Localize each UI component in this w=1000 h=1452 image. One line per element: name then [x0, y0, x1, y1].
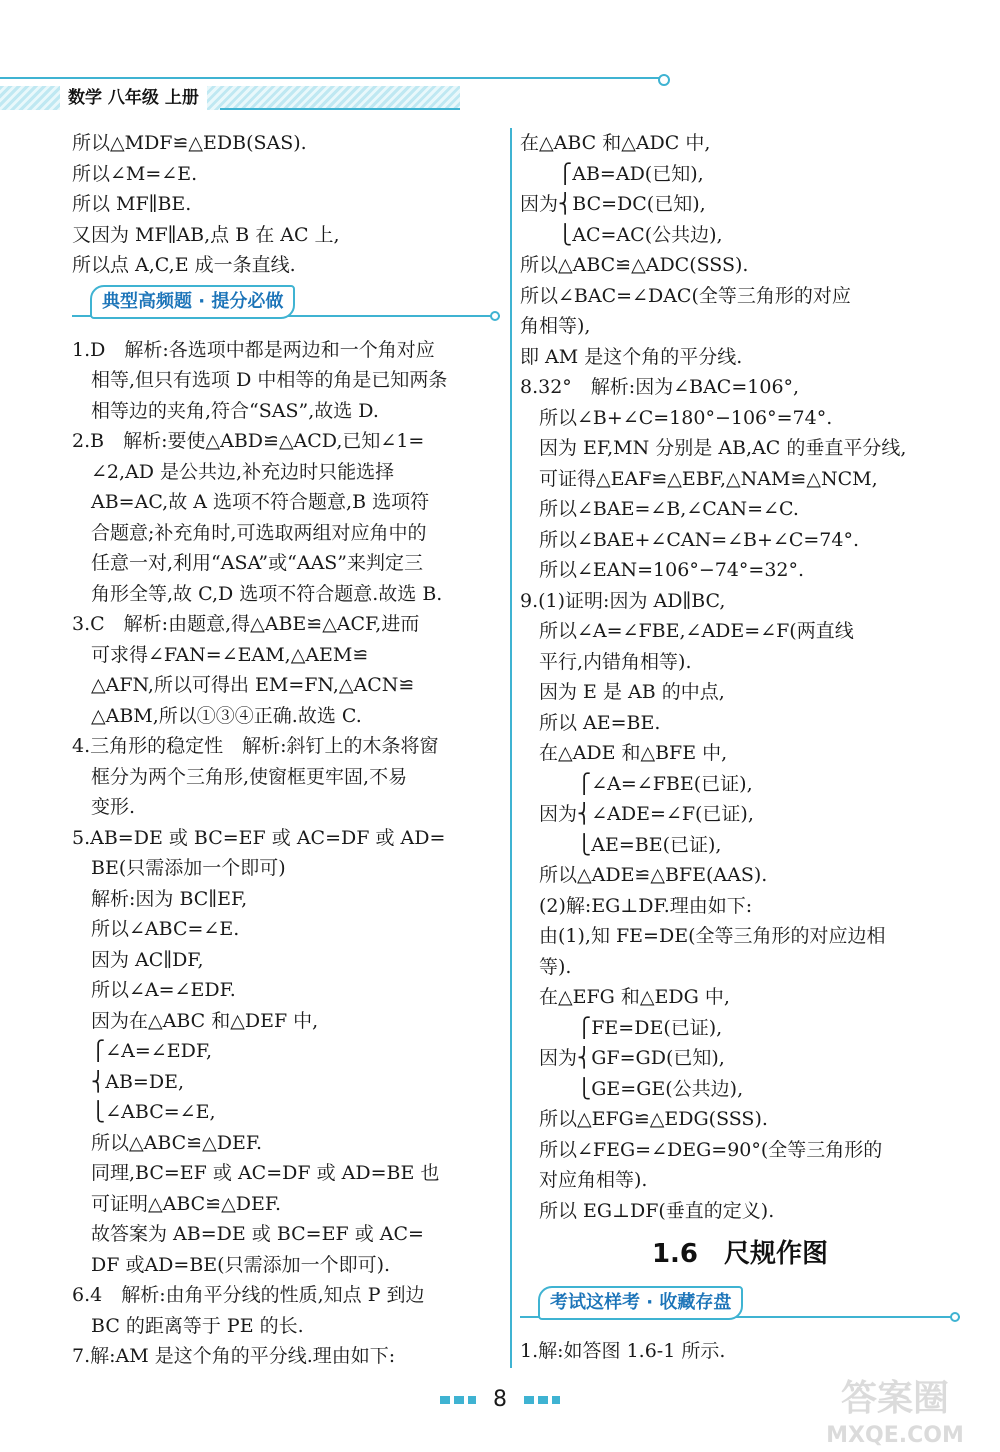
text-line: ⎧AB=AD(已知),	[520, 162, 704, 185]
text-line: 1.解:如答图 1.6-1 所示.	[520, 1340, 726, 1362]
text-line: 角相等),	[520, 315, 591, 337]
text-line: 同理,BC=EF 或 AC=DF 或 AD=BE 也	[72, 1162, 440, 1184]
text-line: 等).	[520, 955, 572, 978]
text-line: 所以点 A,C,E 成一条直线.	[72, 254, 296, 276]
column-divider	[510, 128, 512, 1368]
text-line: 因为在△ABC 和△DEF 中,	[72, 1009, 319, 1032]
text-line: 所以 EG⊥DF(垂直的定义).	[520, 1199, 775, 1222]
right-bottom-lines	[520, 1336, 960, 1367]
text-line: 可证明△ABC≌△DEF.	[72, 1192, 282, 1215]
text-line: 因为⎨BC=DC(已知),	[520, 193, 706, 215]
text-line: 对应角相等).	[520, 1169, 648, 1191]
text-line: 1.D 解析:各选项中都是两边和一个角对应	[72, 338, 435, 361]
left-body-lines	[72, 335, 500, 1372]
left-column	[72, 128, 500, 1372]
text-line: 变形.	[72, 796, 136, 818]
page-number: 8	[493, 1387, 507, 1412]
section-title-1: 典型高频题 · 提分必做	[90, 285, 295, 319]
text-line: 5.AB=DE 或 BC=EF 或 AC=DF 或 AD=	[72, 826, 446, 849]
text-line: 所以△EFG≌△EDG(SSS).	[520, 1108, 768, 1130]
section-header-1	[72, 285, 500, 325]
text-line: BE(只需添加一个即可)	[72, 857, 286, 879]
text-line: DF 或AD=BE(只需添加一个即可).	[72, 1253, 391, 1276]
text-line: 即 AM 是这个角的平分线.	[520, 345, 743, 368]
text-line: 所以 AE=BE.	[520, 711, 661, 734]
text-line: 所以∠BAE+∠CAN=∠B+∠C=74°.	[520, 528, 860, 551]
text-line: ⎩∠ABC=∠E,	[72, 1101, 216, 1123]
text-line: 因为 E 是 AB 的中点,	[520, 681, 725, 703]
text-line: BC 的距离等于 PE 的长.	[72, 1314, 304, 1337]
right-column	[520, 128, 960, 1367]
right-top-lines	[520, 128, 960, 1226]
text-line: 所以∠B+∠C=180°−106°=74°.	[520, 406, 833, 429]
text-line: 因为⎨GF=GD(已知),	[520, 1047, 725, 1069]
text-line: 所以∠BAE=∠B,∠CAN=∠C.	[520, 498, 799, 520]
text-line: ⎩AC=AC(公共边),	[520, 223, 723, 246]
text-line: 由(1),知 FE=DE(全等三角形的对应边相	[520, 925, 886, 947]
text-line: 因为⎨∠ADE=∠F(已证),	[520, 803, 754, 825]
text-line: 所以∠A=∠EDF.	[72, 979, 236, 1001]
text-line: △ABM,所以①③④正确.故选 C.	[72, 704, 362, 727]
text-line: ∠2,AD 是公共边,补充边时只能选择	[72, 460, 395, 483]
text-line: 所以∠M=∠E.	[72, 162, 198, 185]
text-line: 平行,内错角相等).	[520, 650, 692, 673]
text-line: △AFN,所以可得出 EM=FN,△ACN≌	[72, 674, 415, 696]
watermark-text-1: 答案圈	[840, 1378, 950, 1419]
header-dot	[658, 74, 670, 86]
text-line: 框分为两个三角形,使窗框更牢固,不易	[72, 765, 408, 788]
text-line: 角形全等,故 C,D 选项不符合题意.故选 B.	[72, 582, 443, 605]
text-line: 9.(1)证明:因为 AD∥BC,	[520, 589, 726, 612]
header-top-line	[0, 77, 660, 79]
text-line: 4.三角形的稳定性 解析:斜钉上的木条将窗	[72, 735, 439, 757]
text-line: 可求得∠FAN=∠EAM,△AEM≌	[72, 643, 369, 666]
text-line: 所以△ADE≌△BFE(AAS).	[520, 864, 768, 886]
text-line: 相等,但只有选项 D 中相等的角是已知两条	[72, 369, 448, 391]
text-line: AB=AC,故 A 选项不符合题意,B 选项符	[72, 491, 430, 513]
text-line: ⎧∠A=∠FBE(已证),	[520, 772, 753, 795]
text-line: ⎨AB=DE,	[72, 1070, 184, 1093]
text-line: 所以∠ABC=∠E.	[72, 918, 240, 940]
text-line: 在△ADE 和△BFE 中,	[520, 742, 728, 764]
text-line: ⎧FE=DE(已证),	[520, 1016, 723, 1039]
text-line: 所以∠EAN=106°−74°=32°.	[520, 559, 805, 581]
text-line: ⎩AE=BE(已证),	[520, 833, 722, 856]
footer-deco-left	[440, 1396, 476, 1404]
watermark-logo	[800, 1370, 990, 1450]
text-line: 故答案为 AB=DE 或 BC=EF 或 AC=	[72, 1223, 424, 1245]
section-header-2	[520, 1286, 960, 1326]
watermark-text-2: MXQE.COM	[826, 1423, 964, 1448]
text-line: 所以△MDF≌△EDB(SAS).	[72, 132, 307, 154]
footer-deco-right	[524, 1396, 560, 1404]
text-line: 相等边的夹角,符合“SAS”,故选 D.	[72, 399, 379, 422]
text-line: 2.B 解析:要使△ABD≌△ACD,已知∠1=	[72, 430, 425, 452]
text-line: 所以∠BAC=∠DAC(全等三角形的对应	[520, 284, 851, 307]
text-line: 所以∠A=∠FBE,∠ADE=∠F(两直线	[520, 620, 854, 642]
text-line: 6.4 解析:由角平分线的性质,知点 P 到边	[72, 1284, 425, 1306]
text-line: 7.解:AM 是这个角的平分线.理由如下:	[72, 1345, 396, 1367]
text-line: 所以△ABC≌△ADC(SSS).	[520, 254, 749, 276]
text-line: 又因为 MF∥AB,点 B 在 AC 上,	[72, 223, 340, 246]
text-line: 合题意;补充角时,可选取两组对应角中的	[72, 521, 427, 544]
text-line: 3.C 解析:由题意,得△ABE≌△ACF,进而	[72, 613, 420, 635]
text-line: ⎧∠A=∠EDF,	[72, 1040, 213, 1062]
left-top-lines	[72, 128, 500, 281]
text-line: 因为 AC∥DF,	[72, 948, 204, 971]
text-line: 在△ABC 和△ADC 中,	[520, 132, 711, 154]
text-line: (2)解:EG⊥DF.理由如下:	[520, 894, 753, 917]
section-rule-dot	[950, 1312, 960, 1322]
text-line: 任意一对,利用“ASA”或“AAS”来判定三	[72, 552, 424, 574]
section-rule-dot	[490, 311, 500, 321]
header-bottom-line	[220, 108, 460, 110]
text-line: 所以 MF∥BE.	[72, 193, 192, 215]
text-line: 8.32° 解析:因为∠BAC=106°,	[520, 376, 800, 398]
text-line: 因为 EF,MN 分别是 AB,AC 的垂直平分线,	[520, 437, 907, 459]
text-line: 所以△ABC≌△DEF.	[72, 1131, 263, 1154]
chapter-title: 1.6 尺规作图	[651, 1239, 829, 1269]
section-title-2: 考试这样考 · 收藏存盘	[538, 1286, 743, 1320]
header-title: 数学 八年级 上册	[60, 86, 207, 110]
text-line: 所以∠FEG=∠DEG=90°(全等三角形的	[520, 1138, 883, 1161]
text-line: 可证得△EAF≌△EBF,△NAM≌△NCM,	[520, 467, 878, 490]
text-line: ⎩GE=GE(公共边),	[520, 1077, 744, 1100]
page-header	[0, 74, 668, 114]
text-line: 解析:因为 BC∥EF,	[72, 887, 248, 910]
text-line: 在△EFG 和△EDG 中,	[520, 986, 730, 1008]
